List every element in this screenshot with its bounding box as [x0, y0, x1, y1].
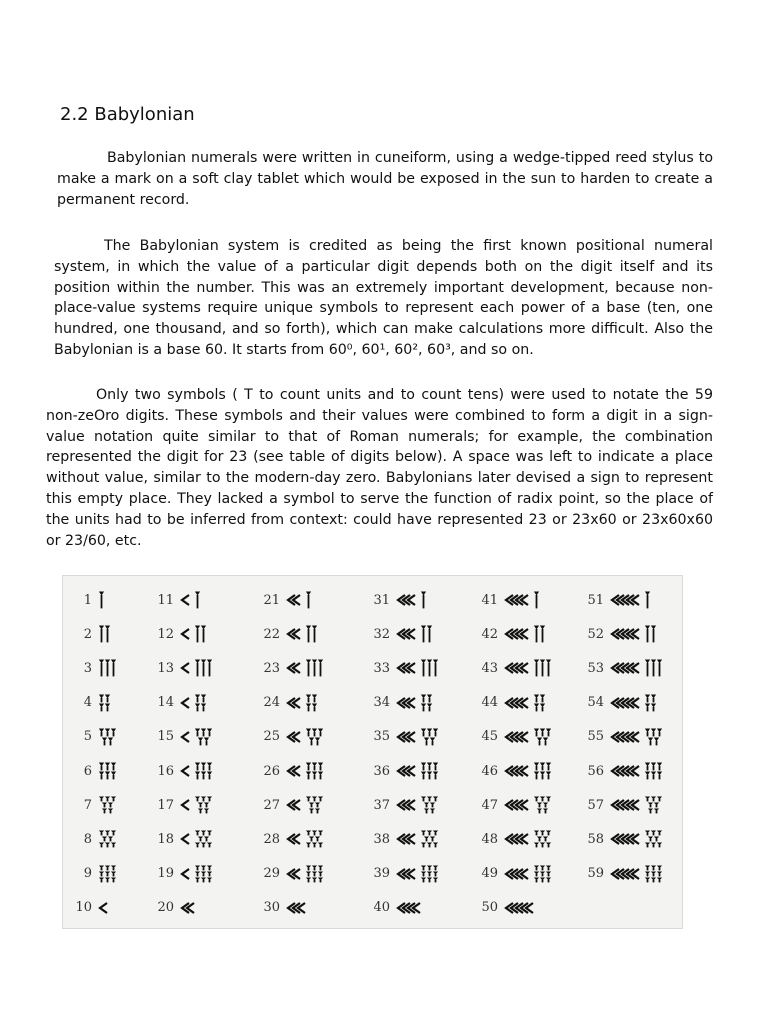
tens-chevron-icon [396, 831, 419, 847]
numeral-cell [152, 651, 214, 685]
numeral-cell [582, 720, 664, 754]
unit-wedge-icon [98, 694, 112, 712]
unit-wedge-icon [194, 830, 214, 848]
cuneiform-glyph [610, 865, 664, 883]
unit-wedge-icon [305, 694, 319, 712]
numeral-number: 30 [263, 900, 280, 916]
unit-wedge-icon [644, 659, 664, 677]
numeral-cell [258, 686, 319, 720]
tens-chevron-icon [180, 900, 198, 916]
tens-chevron-icon [610, 797, 643, 813]
cuneiform-glyph [396, 762, 440, 780]
tens-chevron-icon [504, 626, 532, 642]
numeral-number: 36 [373, 763, 390, 779]
cuneiform-glyph [180, 659, 214, 677]
numeral-cell [70, 822, 118, 856]
numeral-cell [476, 617, 547, 651]
numeral-number: 18 [157, 831, 174, 847]
section-heading: 2.2 Babylonian [60, 104, 195, 125]
cuneiform-glyph [396, 865, 440, 883]
cuneiform-glyph [396, 728, 440, 746]
numeral-cell [582, 788, 664, 822]
tens-chevron-icon [180, 866, 193, 882]
numeral-number: 3 [83, 660, 92, 676]
tens-chevron-icon [504, 763, 532, 779]
unit-wedge-icon [533, 591, 541, 609]
numeral-cell [368, 686, 434, 720]
tens-chevron-icon [286, 831, 304, 847]
cuneiform-glyph [286, 865, 325, 883]
numeral-number: 57 [587, 797, 604, 813]
numeral-number: 26 [263, 763, 280, 779]
tens-chevron-icon [396, 866, 419, 882]
unit-wedge-icon [533, 865, 553, 883]
tens-chevron-icon [286, 900, 309, 916]
numeral-cell [476, 857, 553, 891]
unit-wedge-icon [194, 591, 202, 609]
unit-wedge-icon [305, 591, 313, 609]
tens-chevron-icon [286, 866, 304, 882]
numeral-cell [476, 822, 553, 856]
numeral-number: 19 [157, 866, 174, 882]
unit-wedge-icon [194, 659, 214, 677]
numeral-cell [582, 617, 658, 651]
numeral-cell [70, 686, 112, 720]
tens-chevron-icon [504, 900, 537, 916]
numeral-number: 54 [587, 695, 604, 711]
unit-wedge-icon [644, 830, 664, 848]
numeral-number: 15 [157, 729, 174, 745]
cuneiform-glyph [98, 865, 118, 883]
numeral-cell [368, 754, 440, 788]
numeral-cell [152, 686, 208, 720]
tens-chevron-icon [180, 763, 193, 779]
numeral-number: 5 [83, 729, 92, 745]
tens-chevron-icon [504, 797, 532, 813]
numeral-cell [476, 754, 553, 788]
cuneiform-glyph [98, 796, 118, 814]
numeral-number: 9 [83, 866, 92, 882]
cuneiform-glyph [180, 830, 214, 848]
cuneiform-glyph [98, 728, 118, 746]
cuneiform-glyph [286, 591, 313, 609]
unit-wedge-icon [420, 659, 440, 677]
numeral-cell [70, 720, 118, 754]
numeral-number: 51 [587, 592, 604, 608]
tens-chevron-icon [286, 592, 304, 608]
cuneiform-glyph [286, 625, 319, 643]
cuneiform-glyph [286, 830, 325, 848]
tens-chevron-icon [504, 660, 532, 676]
cuneiform-glyph [610, 694, 658, 712]
numeral-cell [258, 891, 309, 925]
tens-chevron-icon [286, 695, 304, 711]
cuneiform-glyph [610, 625, 658, 643]
tens-chevron-icon [396, 797, 419, 813]
cuneiform-glyph [396, 830, 440, 848]
cuneiform-glyph [504, 796, 553, 814]
tens-chevron-icon [180, 626, 193, 642]
numeral-number: 8 [83, 831, 92, 847]
cuneiform-glyph [504, 625, 547, 643]
unit-wedge-icon [305, 796, 325, 814]
babylonian-numeral-table [62, 575, 683, 929]
tens-chevron-icon [286, 763, 304, 779]
cuneiform-glyph [610, 796, 664, 814]
unit-wedge-icon [194, 796, 214, 814]
unit-wedge-icon [98, 865, 118, 883]
cuneiform-glyph [98, 659, 118, 677]
numeral-number: 1 [83, 592, 92, 608]
tens-chevron-icon [610, 831, 643, 847]
cuneiform-glyph [180, 728, 214, 746]
numeral-cell [258, 583, 313, 617]
numeral-cell [70, 651, 118, 685]
unit-wedge-icon [533, 694, 547, 712]
cuneiform-glyph [180, 591, 202, 609]
cuneiform-glyph [98, 591, 106, 609]
numeral-cell [582, 651, 664, 685]
numeral-cell [152, 720, 214, 754]
numeral-cell [152, 583, 202, 617]
unit-wedge-icon [533, 830, 553, 848]
numeral-number: 14 [157, 695, 174, 711]
tens-chevron-icon [286, 626, 304, 642]
unit-wedge-icon [420, 728, 440, 746]
numeral-cell [582, 686, 658, 720]
cuneiform-glyph [504, 762, 553, 780]
numeral-number: 52 [587, 626, 604, 642]
numeral-number: 6 [83, 763, 92, 779]
cuneiform-glyph [504, 694, 547, 712]
cuneiform-glyph [610, 830, 664, 848]
unit-wedge-icon [305, 659, 325, 677]
numeral-cell [582, 583, 652, 617]
cuneiform-glyph [610, 591, 652, 609]
numeral-number: 21 [263, 592, 280, 608]
tens-chevron-icon [396, 729, 419, 745]
unit-wedge-icon [98, 796, 118, 814]
unit-wedge-icon [98, 625, 112, 643]
numeral-cell [70, 617, 112, 651]
numeral-cell [582, 822, 664, 856]
numeral-cell [152, 891, 198, 925]
tens-chevron-icon [396, 660, 419, 676]
numeral-cell [152, 617, 208, 651]
numeral-number: 53 [587, 660, 604, 676]
paragraph-cuneiform: Babylonian numerals were written in cuneiform, using a wedge-tipped reed stylus to make a mark on a soft clay tablet which would be exposed in the sun to harden to create a permanent record. [57, 150, 713, 208]
cuneiform-glyph [180, 796, 214, 814]
numeral-number: 39 [373, 866, 390, 882]
cuneiform-glyph [286, 762, 325, 780]
unit-wedge-icon [644, 728, 664, 746]
tens-chevron-icon [396, 695, 419, 711]
tens-chevron-icon [504, 866, 532, 882]
cuneiform-glyph [98, 694, 112, 712]
unit-wedge-icon [420, 591, 428, 609]
numeral-number: 13 [157, 660, 174, 676]
tens-chevron-icon [180, 797, 193, 813]
numeral-cell [258, 617, 319, 651]
numeral-number: 27 [263, 797, 280, 813]
numeral-cell [152, 788, 214, 822]
tens-chevron-icon [610, 866, 643, 882]
cuneiform-glyph [98, 830, 118, 848]
cuneiform-glyph [610, 659, 664, 677]
unit-wedge-icon [98, 728, 118, 746]
unit-wedge-icon [420, 865, 440, 883]
numeral-cell [582, 754, 664, 788]
numeral-number: 29 [263, 866, 280, 882]
cuneiform-glyph [286, 694, 319, 712]
cuneiform-glyph [504, 865, 553, 883]
numeral-cell [368, 720, 440, 754]
cuneiform-glyph [180, 900, 198, 916]
cuneiform-glyph [504, 900, 537, 916]
cuneiform-glyph [504, 659, 553, 677]
numeral-cell [476, 651, 553, 685]
unit-wedge-icon [305, 762, 325, 780]
unit-wedge-icon [644, 625, 658, 643]
cuneiform-glyph [180, 865, 214, 883]
tens-chevron-icon [396, 626, 419, 642]
numeral-number: 38 [373, 831, 390, 847]
numeral-number: 44 [481, 695, 498, 711]
numeral-number: 23 [263, 660, 280, 676]
cuneiform-glyph [180, 694, 208, 712]
numeral-number: 46 [481, 763, 498, 779]
numeral-cell [258, 651, 325, 685]
tens-chevron-icon [610, 729, 643, 745]
numeral-cell [368, 651, 440, 685]
tens-chevron-icon [610, 660, 643, 676]
numeral-number: 4 [83, 695, 92, 711]
numeral-cell [152, 857, 214, 891]
numeral-number: 16 [157, 763, 174, 779]
numeral-number: 17 [157, 797, 174, 813]
tens-chevron-icon [504, 831, 532, 847]
tens-chevron-icon [504, 592, 532, 608]
numeral-cell [258, 788, 325, 822]
cuneiform-glyph [396, 625, 434, 643]
numeral-cell [258, 754, 325, 788]
unit-wedge-icon [305, 830, 325, 848]
unit-wedge-icon [420, 762, 440, 780]
cuneiform-glyph [98, 625, 112, 643]
numeral-cell [70, 857, 118, 891]
tens-chevron-icon [180, 660, 193, 676]
unit-wedge-icon [420, 694, 434, 712]
tens-chevron-icon [286, 660, 304, 676]
tens-chevron-icon [180, 695, 193, 711]
numeral-number: 47 [481, 797, 498, 813]
numeral-cell [368, 891, 424, 925]
numeral-cell [258, 857, 325, 891]
numeral-number: 55 [587, 729, 604, 745]
tens-chevron-icon [610, 592, 643, 608]
unit-wedge-icon [420, 830, 440, 848]
tens-chevron-icon [610, 763, 643, 779]
tens-chevron-icon [610, 626, 643, 642]
unit-wedge-icon [533, 762, 553, 780]
cuneiform-glyph [396, 659, 440, 677]
numeral-number: 41 [481, 592, 498, 608]
numeral-number: 40 [373, 900, 390, 916]
unit-wedge-icon [420, 796, 440, 814]
numeral-cell [476, 891, 537, 925]
unit-wedge-icon [194, 865, 214, 883]
unit-wedge-icon [644, 796, 664, 814]
numeral-number: 31 [373, 592, 390, 608]
cuneiform-glyph [180, 625, 208, 643]
unit-wedge-icon [644, 591, 652, 609]
cuneiform-glyph [286, 659, 325, 677]
cuneiform-glyph [610, 728, 664, 746]
cuneiform-glyph [396, 591, 428, 609]
unit-wedge-icon [644, 694, 658, 712]
unit-wedge-icon [305, 728, 325, 746]
numeral-cell [476, 720, 553, 754]
numeral-number: 49 [481, 866, 498, 882]
unit-wedge-icon [194, 762, 214, 780]
numeral-number: 10 [75, 900, 92, 916]
unit-wedge-icon [98, 830, 118, 848]
unit-wedge-icon [98, 591, 106, 609]
numeral-number: 37 [373, 797, 390, 813]
unit-wedge-icon [644, 865, 664, 883]
numeral-number: 25 [263, 729, 280, 745]
unit-wedge-icon [533, 796, 553, 814]
tens-chevron-icon [286, 797, 304, 813]
tens-chevron-icon [286, 729, 304, 745]
numeral-number: 45 [481, 729, 498, 745]
numeral-cell [152, 754, 214, 788]
cuneiform-glyph [180, 762, 214, 780]
numeral-number: 20 [157, 900, 174, 916]
unit-wedge-icon [194, 728, 214, 746]
unit-wedge-icon [533, 728, 553, 746]
tens-chevron-icon [396, 592, 419, 608]
tens-chevron-icon [180, 592, 193, 608]
unit-wedge-icon [98, 762, 118, 780]
numeral-number: 12 [157, 626, 174, 642]
cuneiform-glyph [286, 900, 309, 916]
unit-wedge-icon [533, 659, 553, 677]
numeral-number: 34 [373, 695, 390, 711]
paragraph-positional-system: The Babylonian system is credited as being the first known positional numeral system, in which the value of a particular digit depends both on the digit itself and its position within the number. This was an extremely important development, because non-place-value systems require unique symbols to represent each power of a base (ten, one hundred, one thousand, and so forth), which can make calculations more difficult. Also the Babylonian is a base 60. It starts from 60⁰, 60¹, 60², 60³, and so on. [54, 238, 713, 358]
numeral-cell [70, 583, 106, 617]
numeral-number: 32 [373, 626, 390, 642]
cuneiform-glyph [396, 796, 440, 814]
cuneiform-glyph [286, 796, 325, 814]
tens-chevron-icon [504, 695, 532, 711]
unit-wedge-icon [194, 694, 208, 712]
numeral-cell [70, 754, 118, 788]
unit-wedge-icon [420, 625, 434, 643]
numeral-number: 28 [263, 831, 280, 847]
numeral-number: 22 [263, 626, 280, 642]
cuneiform-glyph [504, 830, 553, 848]
cuneiform-glyph [610, 762, 664, 780]
unit-wedge-icon [533, 625, 547, 643]
numeral-number: 43 [481, 660, 498, 676]
numeral-number: 56 [587, 763, 604, 779]
numeral-cell [258, 822, 325, 856]
tens-chevron-icon [98, 900, 111, 916]
unit-wedge-icon [644, 762, 664, 780]
unit-wedge-icon [194, 625, 208, 643]
tens-chevron-icon [610, 695, 643, 711]
numeral-number: 24 [263, 695, 280, 711]
cuneiform-glyph [396, 694, 434, 712]
numeral-cell [582, 857, 664, 891]
numeral-cell [476, 788, 553, 822]
unit-wedge-icon [305, 625, 319, 643]
numeral-number: 50 [481, 900, 498, 916]
numeral-cell [258, 720, 325, 754]
cuneiform-glyph [504, 728, 553, 746]
numeral-cell [476, 686, 547, 720]
numeral-number: 48 [481, 831, 498, 847]
cuneiform-glyph [98, 900, 111, 916]
numeral-cell [368, 617, 434, 651]
numeral-number: 42 [481, 626, 498, 642]
numeral-number: 11 [157, 592, 174, 608]
unit-wedge-icon [98, 659, 118, 677]
numeral-number: 33 [373, 660, 390, 676]
tens-chevron-icon [180, 831, 193, 847]
numeral-number: 7 [83, 797, 92, 813]
cuneiform-glyph [504, 591, 541, 609]
numeral-cell [476, 583, 541, 617]
tens-chevron-icon [396, 900, 424, 916]
unit-wedge-icon [305, 865, 325, 883]
paragraph-two-symbols: Only two symbols ( T to count units and to count tens) were used to notate the 59 non-zeOro digits. These symbols and their values were combined to form a digit in a sign-value notation quite similar to that of Roman numerals; for example, the combination represented the digit for 23 (see table of digits below). A space was left to indicate a place without value, similar to the modern-day zero. Babylonians later devised a sign to represent this empty place. They lacked a symbol to serve the function of radix point, so the place of the units had to be inferred from context: could have represented 23 or 23x60 or 23x60x60 or 23/60, etc. [46, 387, 713, 549]
tens-chevron-icon [180, 729, 193, 745]
numeral-cell [152, 822, 214, 856]
numeral-cell [70, 788, 118, 822]
numeral-cell [368, 857, 440, 891]
numeral-number: 58 [587, 831, 604, 847]
numeral-number: 2 [83, 626, 92, 642]
tens-chevron-icon [396, 763, 419, 779]
numeral-number: 59 [587, 866, 604, 882]
numeral-cell [368, 583, 428, 617]
numeral-cell [368, 822, 440, 856]
numeral-number: 35 [373, 729, 390, 745]
tens-chevron-icon [504, 729, 532, 745]
cuneiform-glyph [98, 762, 118, 780]
numeral-cell [70, 891, 111, 925]
numeral-cell [368, 788, 440, 822]
cuneiform-glyph [396, 900, 424, 916]
cuneiform-glyph [286, 728, 325, 746]
